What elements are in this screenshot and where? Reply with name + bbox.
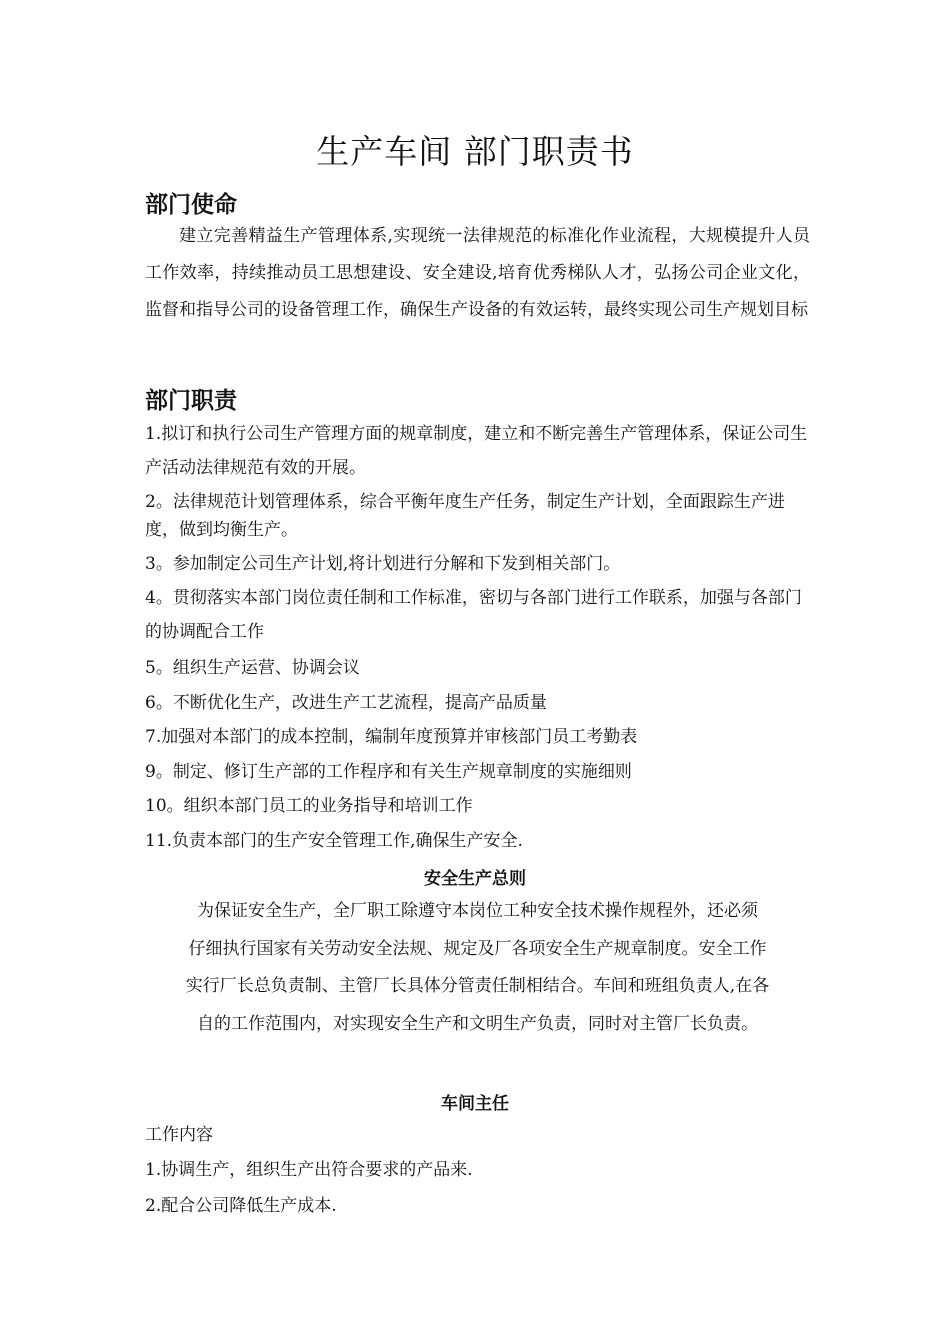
director-item: 1.协调生产，组织生产出符合要求的产品来.: [145, 1160, 473, 1180]
duty-item: 7.加强对本部门的成本控制，编制年度预算并审核部门员工考勤表: [145, 727, 638, 747]
duty-item: 5。组织生产运营、协调会议: [145, 658, 360, 678]
duty-item: 1.拟订和执行公司生产管理方面的规章制度，建立和不断完善生产管理体系，保证公司生产活动法律规范有效的开展。: [145, 424, 808, 478]
duties-heading: 部门职责: [145, 388, 237, 414]
duty-item: 2。法律规范计划管理体系，综合平衡年度生产任务，制定生产计划，全面跟踪生产进度，做到均衡生产。: [145, 492, 785, 540]
mission-paragraph: 建立完善精益生产管理体系,实现统一法律规范的标准化作业流程，大规模提升人员工作效率，持续推动员工思想建设、安全建设,培育优秀梯队人才，弘扬公司企业文化，监督和指导公司的设备管理工作，确保生产设备的有效运转，最终实现公司生产规划目标: [145, 226, 810, 320]
director-subheading: 工作内容: [145, 1125, 213, 1145]
director-heading: 车间主任: [441, 1094, 509, 1114]
duty-item: 11.负责本部门的生产安全管理工作,确保生产安全.: [145, 831, 523, 851]
safety-line: 仔细执行国家有关劳动安全法规、规定及厂各项安全生产规章制度。安全工作: [188, 938, 767, 959]
duty-item: 6。不断优化生产，改进生产工艺流程，提高产品质量: [145, 693, 547, 713]
safety-heading: 安全生产总则: [424, 869, 526, 889]
safety-line: 为保证安全生产，全厂职工除遵守本岗位工种安全技术操作规程外，还必须: [197, 901, 758, 921]
mission-heading: 部门使命: [145, 192, 237, 218]
document-title: 生产车间 部门职责书: [316, 132, 634, 171]
duty-item: 4。贯彻落实本部门岗位责任制和工作标准，密切与各部门进行工作联系，加强与各部门的协调配合工作: [145, 588, 802, 642]
duty-item: 3。参加制定公司生产计划,将计划进行分解和下发到相关部门。: [145, 554, 621, 574]
safety-paragraph: [145, 893, 810, 1043]
director-item: 2.配合公司降低生产成本.: [145, 1196, 337, 1216]
safety-line: 自的工作范围内，对实现安全生产和文明生产负责，同时对主管厂长负责。: [197, 1013, 758, 1034]
duty-item: 9。制定、修订生产部的工作程序和有关生产规章制度的实施细则: [145, 762, 632, 782]
safety-line: 实行厂长总负责制、主管厂长具体分管责任制相结合。车间和班组负责人,在各: [185, 976, 770, 996]
duty-item: 10。组织本部门员工的业务指导和培训工作: [145, 796, 473, 816]
